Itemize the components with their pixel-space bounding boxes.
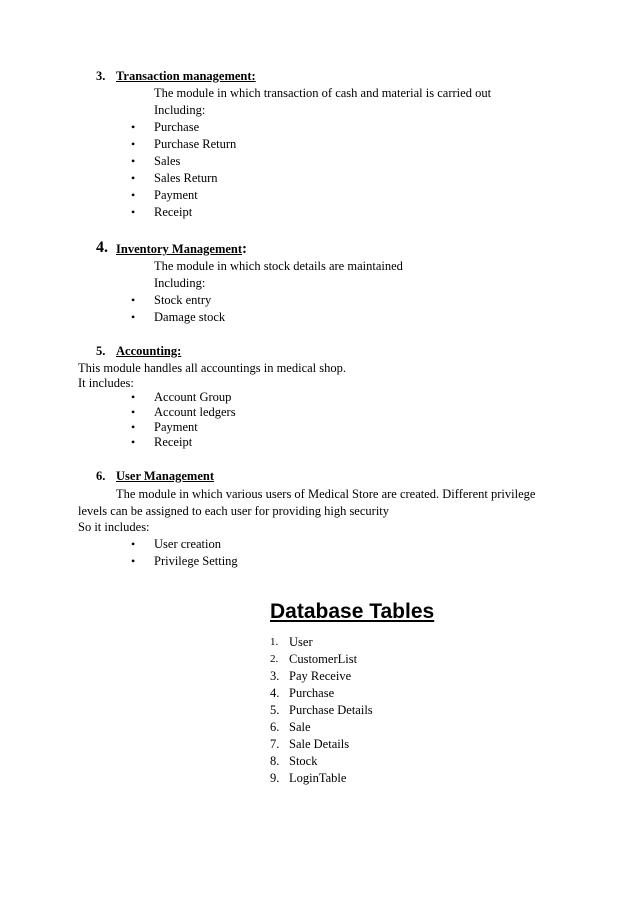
- bullet-icon: •: [131, 554, 136, 568]
- section-4-heading: [116, 242, 247, 257]
- bullet-icon: •: [131, 537, 136, 551]
- section-6-title: User Management: [116, 469, 215, 483]
- db-item-number: 7.: [270, 737, 280, 751]
- section-4-number: 4.: [96, 239, 108, 256]
- section-6-includes: So it includes:: [78, 520, 150, 534]
- list-item: Damage stock: [154, 310, 226, 324]
- bullet-icon: •: [131, 310, 136, 324]
- db-item-label: Sale: [289, 720, 311, 734]
- section-6-description-line-1: The module in which various users of Medical Store are created. Different privilege: [116, 487, 536, 501]
- section-4-description: The module in which stock details are maintained: [154, 259, 403, 273]
- section-6-number: 6.: [96, 469, 106, 483]
- list-item: User creation: [154, 537, 221, 551]
- list-item: Receipt: [154, 205, 193, 219]
- bullet-icon: •: [131, 188, 136, 202]
- section-5-number: 5.: [96, 344, 106, 358]
- section-4-including: Including:: [154, 276, 206, 290]
- list-item: Account ledgers: [154, 405, 236, 419]
- bullet-icon: •: [131, 154, 136, 168]
- db-item-number: 3.: [270, 669, 280, 683]
- list-item: Payment: [154, 188, 198, 202]
- db-item-number: 8.: [270, 754, 280, 768]
- section-5-includes: It includes:: [78, 376, 134, 390]
- db-item-number: 1.: [270, 636, 279, 648]
- db-item-label: LoginTable: [289, 771, 347, 785]
- list-item: Purchase Return: [154, 137, 237, 151]
- section-4-colon: :: [242, 241, 248, 257]
- db-item-label: User: [289, 635, 313, 649]
- list-item: Purchase: [154, 120, 200, 134]
- section-3-including: Including:: [154, 103, 206, 117]
- list-item: Privilege Setting: [154, 554, 238, 568]
- db-item-number: 2.: [270, 653, 279, 665]
- bullet-icon: •: [131, 435, 136, 449]
- section-4-title: Inventory Management: [116, 242, 243, 256]
- list-item: Sales Return: [154, 171, 218, 185]
- list-item: Receipt: [154, 435, 193, 449]
- bullet-icon: •: [131, 205, 136, 219]
- bullet-icon: •: [131, 293, 136, 307]
- database-tables-heading: Database Tables: [270, 600, 435, 623]
- db-item-number: 9.: [270, 771, 280, 785]
- list-item: Sales: [154, 154, 181, 168]
- bullet-icon: •: [131, 420, 136, 434]
- section-5-description: This module handles all accountings in medical shop.: [78, 361, 346, 375]
- section-5-title: Accounting:: [116, 344, 182, 358]
- bullet-icon: •: [131, 137, 136, 151]
- section-3-title: Transaction management:: [116, 69, 256, 83]
- section-3-number: 3.: [96, 69, 106, 83]
- section-3-description: The module in which transaction of cash and material is carried out: [154, 86, 492, 100]
- list-item: Payment: [154, 420, 198, 434]
- list-item: Stock entry: [154, 293, 212, 307]
- db-item-label: Stock: [289, 754, 318, 768]
- bullet-icon: •: [131, 390, 136, 404]
- db-item-label: Purchase: [289, 686, 335, 700]
- db-item-label: CustomerList: [289, 652, 358, 666]
- db-item-number: 6.: [270, 720, 280, 734]
- section-6-description-line-2: levels can be assigned to each user for providing high security: [78, 504, 390, 518]
- bullet-icon: •: [131, 405, 136, 419]
- bullet-icon: •: [131, 120, 136, 134]
- bullet-icon: •: [131, 171, 136, 185]
- db-item-label: Sale Details: [289, 737, 350, 751]
- list-item: Account Group: [154, 390, 232, 404]
- db-item-number: 5.: [270, 703, 280, 717]
- db-item-label: Purchase Details: [289, 703, 373, 717]
- db-item-label: Pay Receive: [289, 669, 352, 683]
- db-item-number: 4.: [270, 686, 280, 700]
